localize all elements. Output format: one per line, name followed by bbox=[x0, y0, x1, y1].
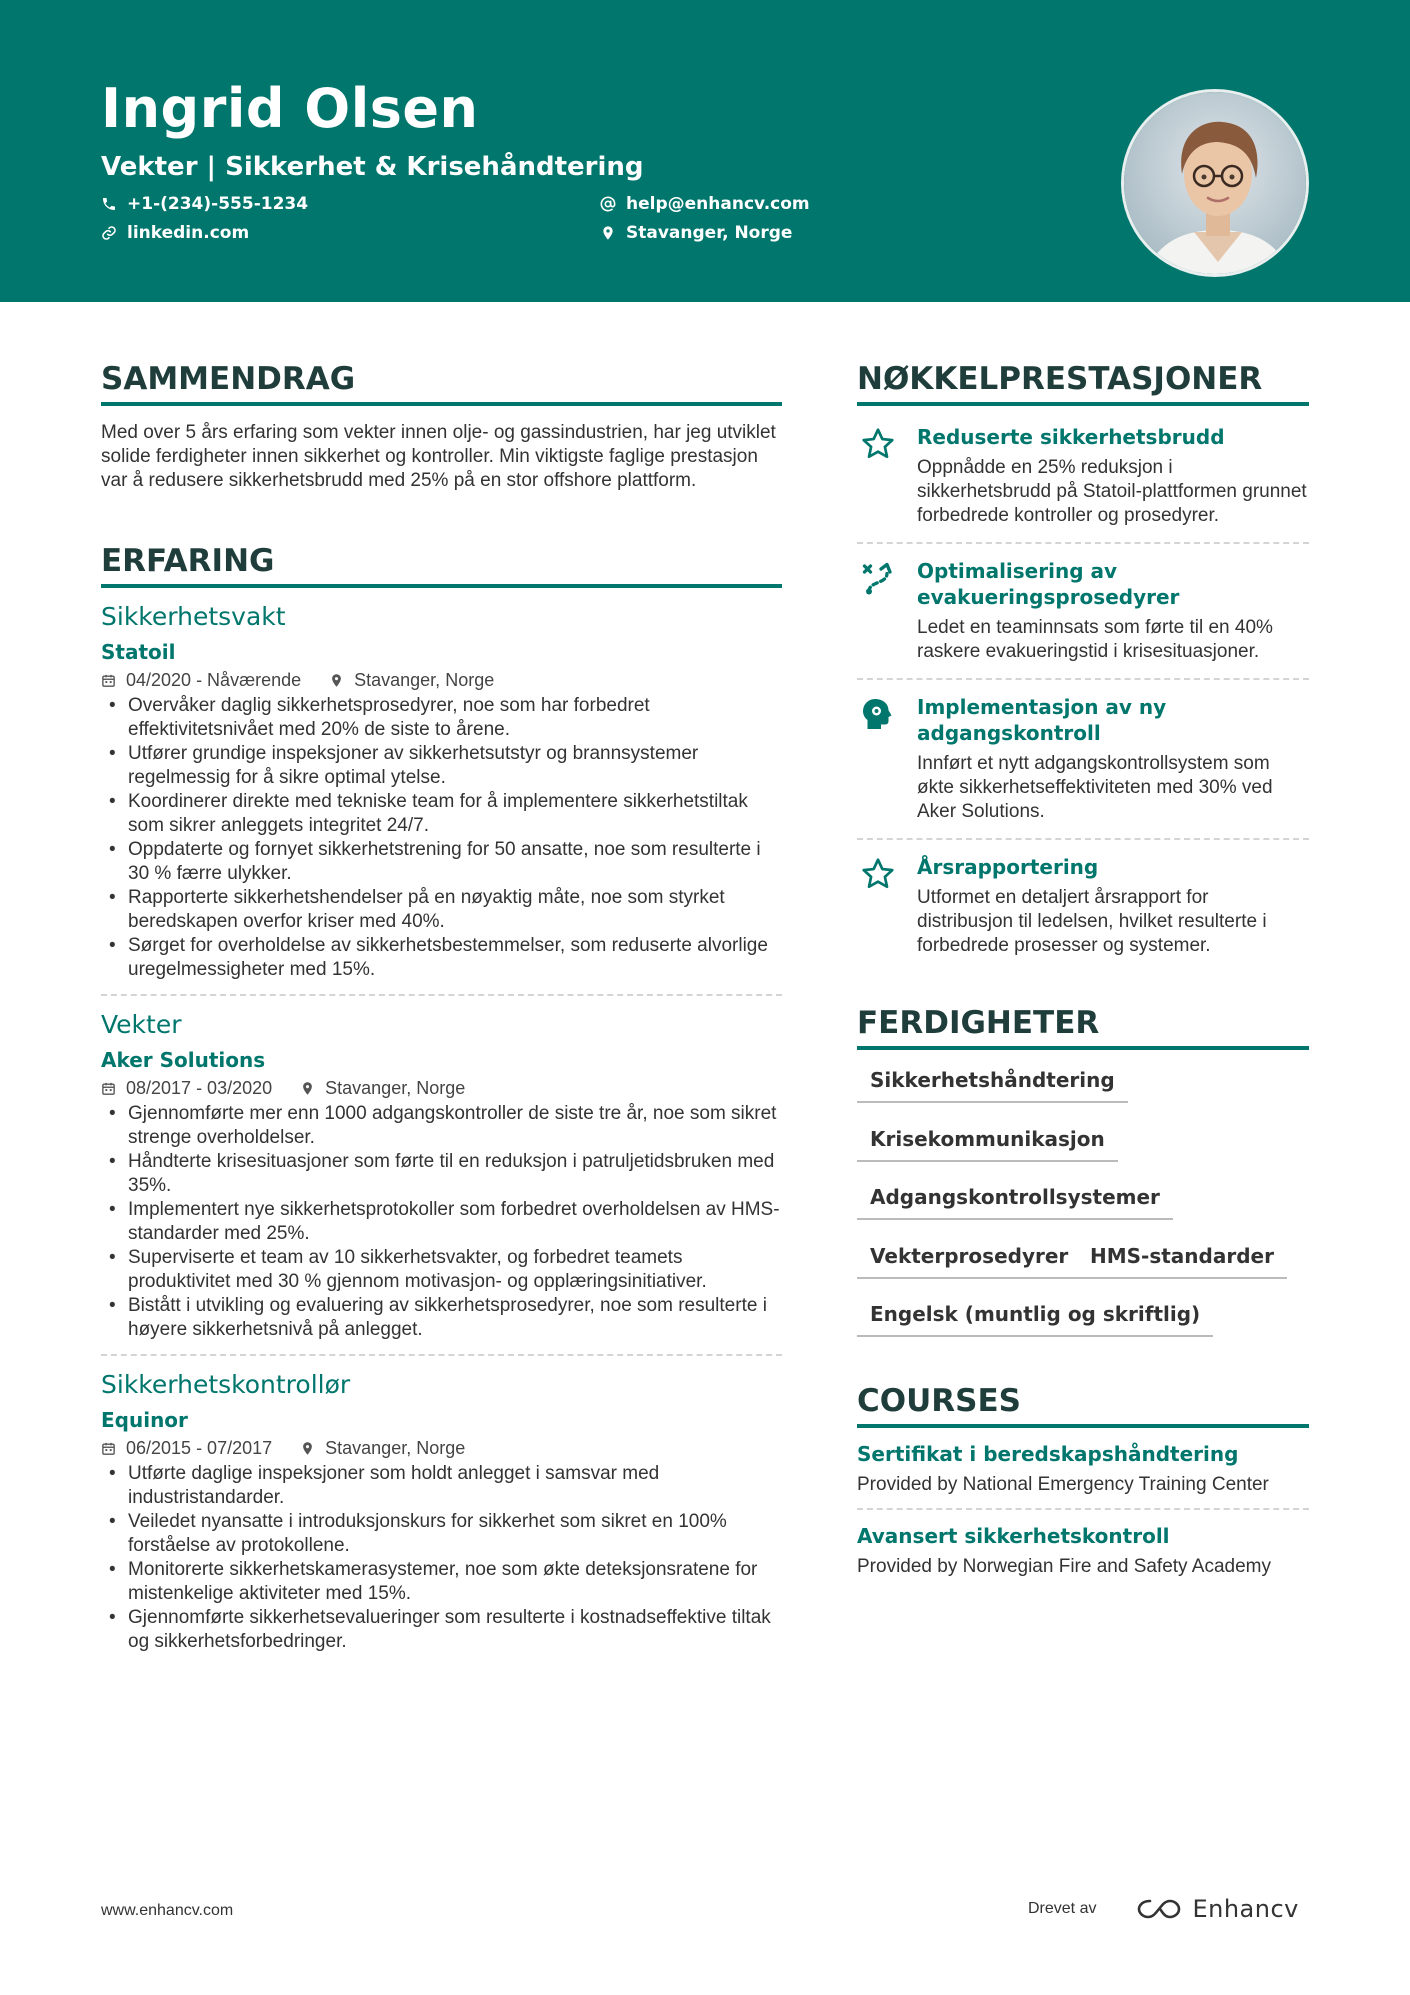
course-provider: Provided by Norwegian Fire and Safety Academy bbox=[857, 1556, 1271, 1578]
achievement-divider bbox=[857, 838, 1309, 840]
location-pin-icon bbox=[329, 673, 344, 688]
footer-website[interactable]: www.enhancv.com bbox=[101, 1902, 234, 1919]
achievements-heading: NØKKELPRESTASJONER bbox=[857, 362, 1309, 406]
contact-linkedin[interactable] bbox=[101, 223, 249, 243]
job-meta bbox=[101, 1438, 782, 1459]
skill-tag: Vekterprosedyrer bbox=[857, 1244, 1081, 1279]
achievement-desc: Oppnådde en 25% reduksjon i sikkerhetsbrudd på Statoil-plattformen grunnet forbedrede kontroller og prosedyrer. bbox=[917, 457, 1307, 527]
brand-name: Enhancv bbox=[1192, 1895, 1299, 1923]
location-text: Stavanger, Norge bbox=[626, 223, 793, 243]
job-bullet: • Bistått i utvikling og evaluering av sikkerhetsprosedyrer, noe som resulterte i høyere sikkerhetsnivå på anlegget. bbox=[101, 1294, 782, 1342]
skill-tag: HMS-standarder bbox=[1077, 1244, 1287, 1279]
job-bullet: • Utførte daglige inspeksjoner som holdt anlegget i samsvar med industristandarder. bbox=[101, 1462, 782, 1510]
job-company: Statoil bbox=[101, 640, 176, 665]
enhancv-logo-icon bbox=[1136, 1897, 1182, 1921]
achievement-item bbox=[857, 694, 1309, 824]
skills-heading: FERDIGHETER bbox=[857, 1006, 1309, 1050]
calendar-icon bbox=[101, 1081, 116, 1096]
job-meta bbox=[101, 670, 782, 691]
skill-tag: Sikkerhetshåndtering bbox=[857, 1068, 1128, 1103]
job-bullet: • Implementert nye sikkerhetsprotokoller som forbedret overholdelsen av HMS-standarder med 25%. bbox=[101, 1198, 782, 1246]
achievement-desc: Utformet en detaljert årsrapport for distribusjon til ledelsen, hvilket resulterte i forbedrede prosesser og systemer. bbox=[917, 887, 1267, 957]
location-pin-icon bbox=[300, 1441, 315, 1456]
achievement-divider bbox=[857, 542, 1309, 544]
contact-email[interactable] bbox=[600, 194, 810, 214]
route-icon bbox=[860, 560, 896, 596]
job-bullet: • Superviserte et team av 10 sikkerhetsvakter, og forbedret teamets produktivitet med 30 % gjennom motivasjon- og opplæringsinitiativer. bbox=[101, 1246, 782, 1294]
course-title: Sertifikat i beredskapshåndtering bbox=[857, 1442, 1239, 1467]
location-pin-icon bbox=[300, 1081, 315, 1096]
job-location-text: Stavanger, Norge bbox=[325, 1438, 466, 1459]
job-bullet: • Gjennomførte mer enn 1000 adgangskontroller de siste tre år, noe som sikret strenge overholdelser. bbox=[101, 1102, 782, 1150]
job-location-text: Stavanger, Norge bbox=[354, 670, 495, 691]
avatar bbox=[1121, 89, 1309, 277]
job-divider bbox=[101, 1354, 782, 1356]
achievement-desc: Ledet en teaminnsats som førte til en 40% raskere evakueringstid i krisesituasjoner. bbox=[917, 617, 1273, 663]
job-entry bbox=[101, 602, 782, 982]
course-item bbox=[857, 1442, 1309, 1496]
achievement-title: Reduserte sikkerhetsbrudd bbox=[917, 425, 1225, 450]
job-bullet: • Rapporterte sikkerhetshendelser på en nøyaktig måte, noe som styrket beredskapen overfor kriser med 40%. bbox=[101, 886, 782, 934]
star-icon bbox=[860, 856, 896, 892]
contact-phone bbox=[101, 194, 308, 214]
star-icon bbox=[860, 426, 896, 462]
head-gear-icon bbox=[860, 696, 896, 732]
job-entry bbox=[101, 1010, 782, 1342]
skill-tag: Engelsk (muntlig og skriftlig) bbox=[857, 1302, 1213, 1337]
calendar-icon bbox=[101, 673, 116, 688]
job-bullets bbox=[101, 694, 782, 982]
job-company: Equinor bbox=[101, 1408, 188, 1433]
achievement-item bbox=[857, 854, 1309, 958]
job-bullets bbox=[101, 1102, 782, 1342]
job-bullet: • Monitorerte sikkerhetskamerasystemer, noe som økte deteksjonsratene for mistenkelige aktiviteter med 15%. bbox=[101, 1558, 782, 1606]
job-company: Aker Solutions bbox=[101, 1048, 266, 1073]
phone-icon bbox=[101, 196, 117, 212]
resume-header bbox=[0, 0, 1410, 302]
skills-list bbox=[857, 1068, 1309, 1328]
contact-location bbox=[600, 223, 792, 243]
left-column bbox=[101, 362, 782, 1654]
course-provider: Provided by National Emergency Training Center bbox=[857, 1474, 1269, 1496]
achievement-item bbox=[857, 424, 1309, 528]
email-text[interactable]: help@enhancv.com bbox=[626, 194, 810, 214]
job-meta bbox=[101, 1078, 782, 1099]
achievement-item bbox=[857, 558, 1309, 664]
job-title: Sikkerhetsvakt bbox=[101, 602, 286, 632]
achievement-title: Årsrapportering bbox=[917, 855, 1099, 880]
job-location bbox=[300, 1438, 465, 1459]
job-bullet: • Overvåker daglig sikkerhetsprosedyrer, noe som har forbedret effektivitetsnivået med 20% de siste to årene. bbox=[101, 694, 782, 742]
at-icon bbox=[600, 196, 616, 212]
job-bullets bbox=[101, 1462, 782, 1654]
linkedin-text[interactable]: linkedin.com bbox=[127, 223, 250, 243]
job-bullet: • Utfører grundige inspeksjoner av sikkerhetsutstyr og brannsystemer regelmessig for å sikre optimal ytelse. bbox=[101, 742, 782, 790]
summary-text: Med over 5 års erfaring som vekter innen olje- og gassindustrien, har jeg utviklet solide ferdigheter innen sikkerhet og kontroller. Min viktigste faglige prestasjon var å redusere sikkerhetsbrudd med 25% på en stor offshore plattform. bbox=[101, 422, 776, 492]
calendar-icon bbox=[101, 1441, 116, 1456]
course-divider bbox=[857, 1508, 1309, 1510]
achievement-title: Optimalisering av evakueringsprosedyrer bbox=[917, 559, 1180, 610]
job-dates: 08/2017 - 03/2020 bbox=[126, 1078, 273, 1099]
candidate-name: Ingrid Olsen bbox=[101, 77, 479, 140]
job-dates: 06/2015 - 07/2017 bbox=[126, 1438, 273, 1459]
powered-by-text: Drevet av bbox=[1028, 1900, 1097, 1917]
course-title: Avansert sikkerhetskontroll bbox=[857, 1524, 1170, 1549]
job-bullet: • Håndterte krisesituasjoner som førte til en reduksjon i patruljetidsbruken med 35%. bbox=[101, 1150, 782, 1198]
job-divider bbox=[101, 994, 782, 996]
job-bullet: • Gjennomførte sikkerhetsevalueringer som resulterte i kostnadseffektive tiltak og sikkerhetsforbedringer. bbox=[101, 1606, 782, 1654]
footer-branding bbox=[1028, 1895, 1299, 1923]
achievement-divider bbox=[857, 678, 1309, 680]
brand-logo[interactable] bbox=[1136, 1895, 1298, 1923]
job-bullet: • Koordinerer direkte med tekniske team for å implementere sikkerhetstiltak som sikrer anleggets integritet 24/7. bbox=[101, 790, 782, 838]
job-location bbox=[300, 1078, 465, 1099]
job-location bbox=[329, 670, 494, 691]
link-icon bbox=[101, 225, 117, 241]
job-entry bbox=[101, 1370, 782, 1654]
experience-heading: ERFARING bbox=[101, 544, 782, 588]
skill-tag: Adgangskontrollsystemer bbox=[857, 1185, 1173, 1220]
summary-heading: SAMMENDRAG bbox=[101, 362, 782, 406]
job-bullet: • Sørget for overholdelse av sikkerhetsbestemmelser, som reduserte alvorlige uregelmessigheter med 15%. bbox=[101, 934, 782, 982]
skill-tag: Krisekommunikasjon bbox=[857, 1127, 1118, 1162]
right-column bbox=[857, 362, 1309, 1578]
job-dates: 04/2020 - Nåværende bbox=[126, 670, 302, 691]
courses-heading: COURSES bbox=[857, 1384, 1309, 1428]
job-bullet: • Oppdaterte og fornyet sikkerhetstrening for 50 ansatte, noe som resulterte i 30 % færre ulykker. bbox=[101, 838, 782, 886]
location-pin-icon bbox=[600, 225, 616, 241]
job-title: Sikkerhetskontrollør bbox=[101, 1370, 351, 1400]
job-title: Vekter bbox=[101, 1010, 182, 1040]
course-item bbox=[857, 1524, 1309, 1578]
phone-text: +1-(234)-555-1234 bbox=[127, 194, 309, 214]
job-location-text: Stavanger, Norge bbox=[325, 1078, 466, 1099]
achievement-desc: Innført et nytt adgangskontrollsystem som økte sikkerhetseffektiviteten med 30% ved Aker Solutions. bbox=[917, 753, 1273, 823]
candidate-subtitle: Vekter | Sikkerhet & Krisehåndtering bbox=[101, 152, 644, 182]
job-bullet: • Veiledet nyansatte i introduksjonskurs for sikkerhet som sikret en 100% forståelse av protokollene. bbox=[101, 1510, 782, 1558]
achievement-title: Implementasjon av ny adgangskontroll bbox=[917, 695, 1167, 746]
